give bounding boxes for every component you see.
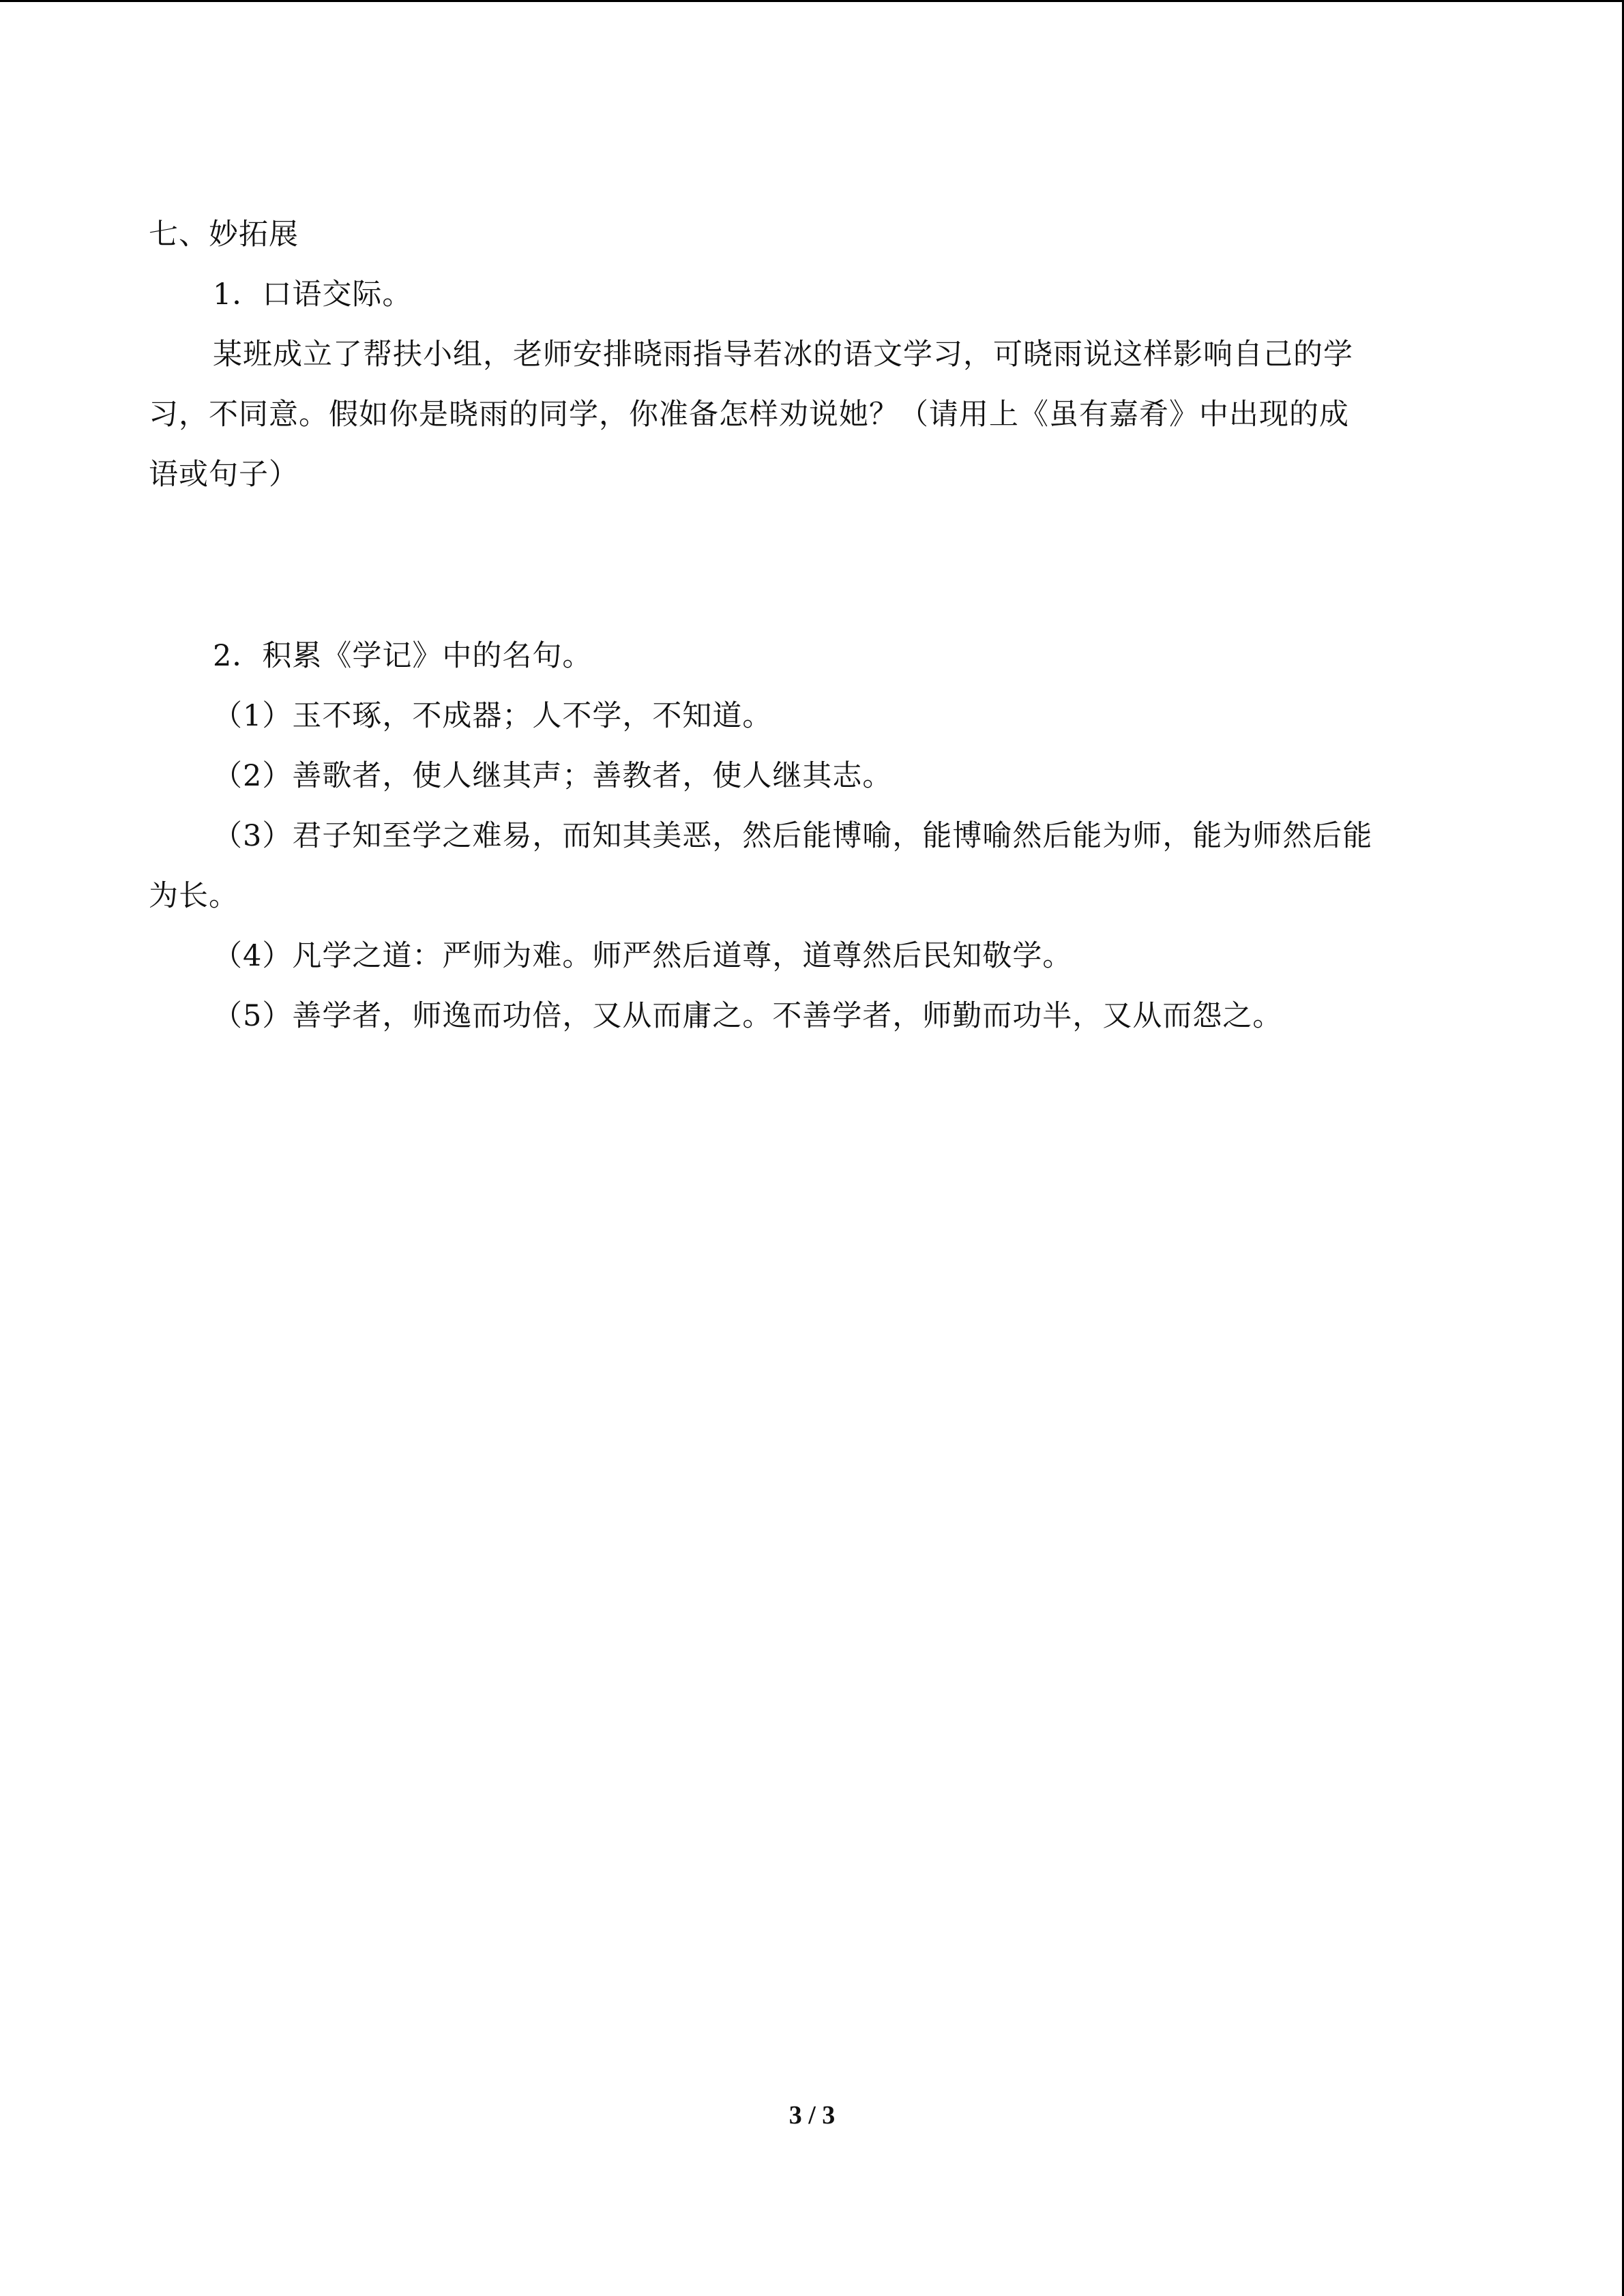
quote-item-3-line-2: 为长。 xyxy=(149,879,239,913)
quote-item-3-line-1: （3）君子知至学之难易，而知其美恶，然后能博喻，能博喻然后能为师，能为师然后能 xyxy=(213,819,1373,853)
question-1-title: 1．口语交际。 xyxy=(213,278,413,312)
question-1-paragraph-line-2: 习，不同意。假如你是晓雨的同学，你准备怎样劝说她？（请用上《虽有嘉肴》中出现的成 xyxy=(149,398,1349,432)
quote-item-2: （2）善歌者，使人继其声；善教者，使人继其志。 xyxy=(213,759,893,793)
page-number: 3 / 3 xyxy=(788,2101,836,2130)
question-2-title: 2．积累《学记》中的名句。 xyxy=(213,639,593,673)
section-heading: 七、妙拓展 xyxy=(149,218,299,252)
question-1-paragraph-line-3: 语或句子） xyxy=(149,458,299,492)
quote-item-4: （4）凡学之道：严师为难。师严然后道尊，道尊然后民知敬学。 xyxy=(213,939,1073,973)
quote-item-1: （1）玉不琢，不成器；人不学，不知道。 xyxy=(213,699,773,733)
question-1-paragraph-line-1: 某班成立了帮扶小组，老师安排晓雨指导若冰的语文学习，可晓雨说这样影响自己的学 xyxy=(213,338,1353,372)
quote-item-5: （5）善学者，师逸而功倍，又从而庸之。不善学者，师勤而功半，又从而怨之。 xyxy=(213,999,1283,1033)
